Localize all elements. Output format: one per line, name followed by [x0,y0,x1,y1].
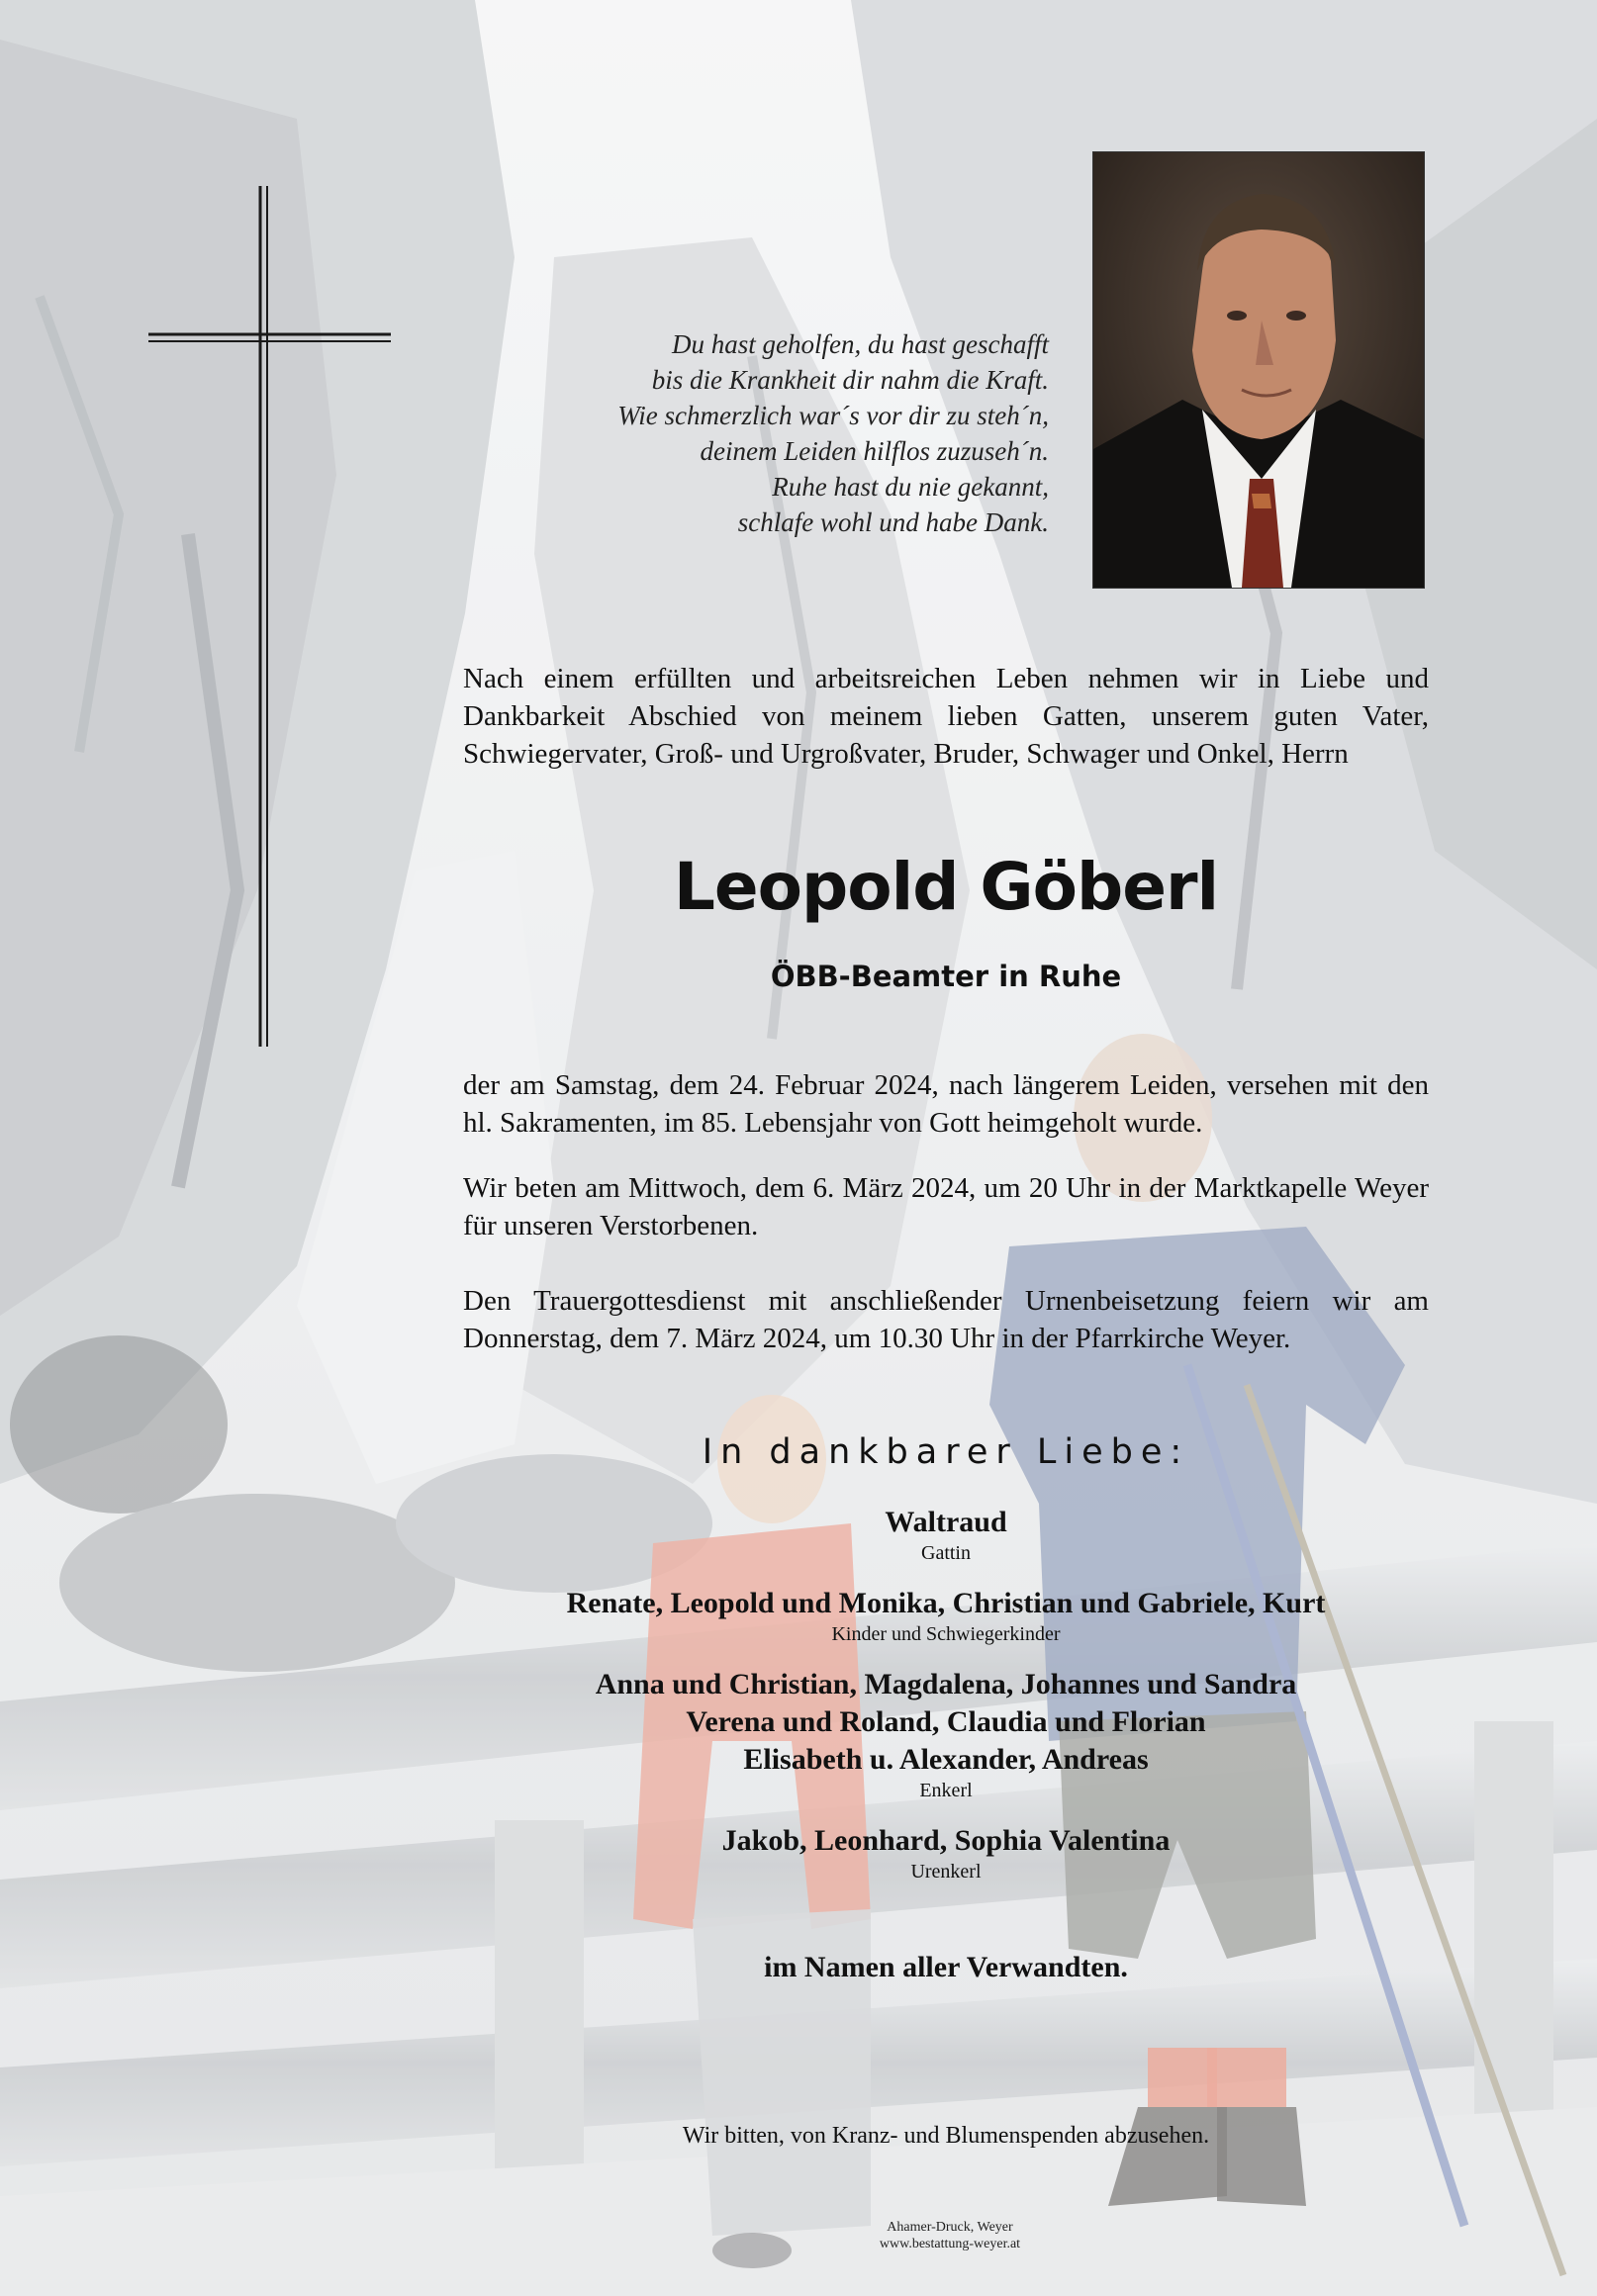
flowers-request: Wir bitten, von Kranz- und Blumenspenden abzusehen. [682,2123,1210,2149]
mourner-names: Jakob, Leonhard, Sophia Valentina [721,1824,1171,1857]
mourner-group [416,1585,1476,1646]
poem-line: deinem Leiden hilflos zuzuseh´n. [700,436,1049,466]
mourner-relation: Kinder und Schwiegerkinder [831,1623,1061,1645]
mourner-group [416,1822,1476,1883]
prayer-notice: Wir beten am Mittwoch, dem 6. März 2024, um 20 Uhr in der Marktkapelle Weyer für unseren Verstorbenen. [463,1172,1429,1241]
mourner-relation: Gattin [921,1542,971,1564]
mourners-heading: In dankbarer Liebe: [702,1432,1190,1472]
mourner-names: Verena und Roland, Claudia und Florian [686,1705,1206,1738]
mourner-names: Elisabeth u. Alexander, Andreas [743,1743,1149,1776]
funeral-notice: Den Trauergottesdienst mit anschließender Urnenbeisetzung feiern wir am Donnerstag, dem 7. März 2024, um 10.30 Uhr in der Pfarrkirche Weyer. [463,1285,1429,1354]
intro-text: Nach einem erfüllten und arbeitsreichen Leben nehmen wir in Liebe und Dankbarkeit Abschied von meinem lieben Gatten, unserem guten Vater, Schwiegervater, Groß- und Urgroßvater, Bruder, Schwager und Onkel, Herrn [463,663,1429,770]
mourner-relation: Urenkerl [910,1861,982,1883]
printer-website: www.bestattung-weyer.at [879,2237,1021,2251]
mourner-names: Waltraud [885,1506,1007,1538]
poem-line: schlafe wohl und habe Dank. [737,507,1049,537]
printer-name: Ahamer-Druck, Weyer [887,2220,1013,2235]
closing-line: im Namen aller Verwandten. [764,1951,1128,1983]
death-notice: der am Samstag, dem 24. Februar 2024, nach längerem Leiden, versehen mit den hl. Sakramenten, im 85. Lebensjahr von Gott heimgeholt wurde. [463,1069,1429,1139]
poem-line: bis die Krankheit dir nahm die Kraft. [651,365,1049,395]
mourner-names: Renate, Leopold und Monika, Christian und Gabriele, Kurt [566,1587,1326,1619]
mourner-group [416,1666,1476,1802]
mourner-relation: Enkerl [919,1780,973,1801]
printer-credit [752,2219,1148,2252]
mourner-names: Anna und Christian, Magdalena, Johannes und Sandra [595,1668,1297,1700]
portrait-photo [1092,151,1425,589]
poem-line: Wie schmerzlich war´s vor dir zu steh´n, [617,401,1049,430]
poem-line: Ruhe hast du nie gekannt, [772,472,1049,502]
deceased-name: Leopold Göberl [673,849,1219,925]
mourners-list [416,1504,1476,1903]
mourner-group [416,1504,1476,1565]
poem-line: Du hast geholfen, du hast geschafft [672,329,1049,359]
cross-icon [148,186,391,1047]
memorial-poem [416,326,1049,540]
deceased-title: ÖBB-Beamter in Ruhe [770,960,1122,993]
